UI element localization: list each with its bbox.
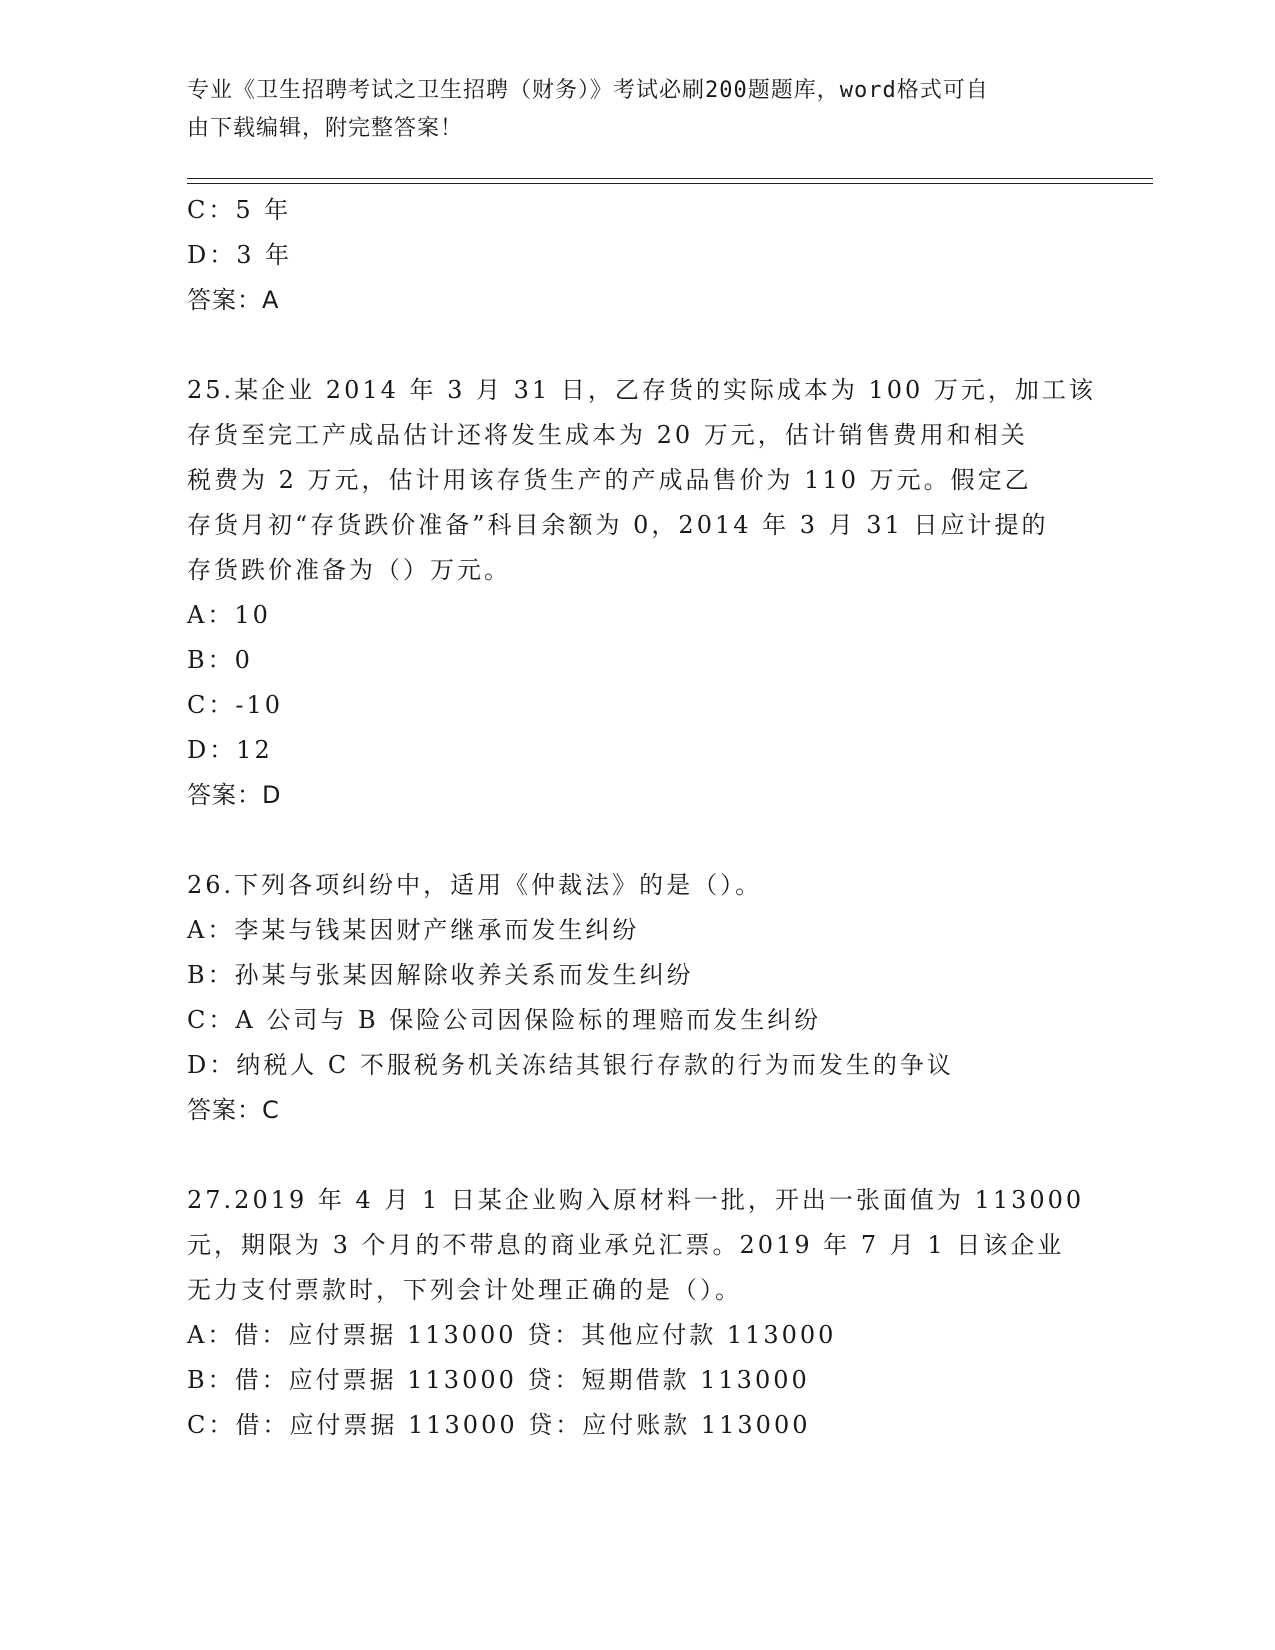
answer-line: 答案：C xyxy=(187,1096,280,1124)
option-d: D：3 年 xyxy=(187,241,293,269)
option-c: C：5 年 xyxy=(187,196,292,224)
question-27 xyxy=(187,1178,1087,1448)
option-d: D：纳税人 C 不服税务机关冻结其银行存款的行为而发生的争议 xyxy=(187,1051,954,1079)
question-text-line: 无力支付票款时，下列会计处理正确的是（）。 xyxy=(187,1276,742,1304)
question-text-line: 27.2019 年 4 月 1 日某企业购入原材料一批，开出一张面值为 113000 xyxy=(187,1186,1085,1214)
option-c: C：A 公司与 B 保险公司因保险标的理赔而发生纠纷 xyxy=(187,1006,822,1034)
question-text-line: 税费为 2 万元，估计用该存货生产的产成品售价为 110 万元。假定乙 xyxy=(187,466,1032,494)
document-body xyxy=(187,188,1096,1448)
spacer xyxy=(187,818,1087,863)
option-b: B：孙某与张某因解除收养关系而发生纠纷 xyxy=(187,961,694,989)
answer-line: 答案：A xyxy=(187,286,280,314)
question-text-line: 存货至完工产成品估计还将发生成本为 20 万元，估计销售费用和相关 xyxy=(187,421,1028,449)
option-d: D：12 xyxy=(187,736,273,764)
document-header xyxy=(187,72,1067,148)
option-b: B：借：应付票据 113000 贷：短期借款 113000 xyxy=(187,1366,810,1394)
option-c: C：-10 xyxy=(187,691,284,719)
header-divider-bottom xyxy=(187,183,1153,184)
question-26 xyxy=(187,863,1087,1133)
answer-line: 答案：D xyxy=(187,781,282,809)
header-line-2: 由下载编辑，附完整答案！ xyxy=(187,116,464,141)
option-b: B：0 xyxy=(187,646,253,674)
option-a: A：李某与钱某因财产继承而发生纠纷 xyxy=(187,916,640,944)
spacer xyxy=(187,1133,1087,1178)
previous-question-tail xyxy=(187,188,1087,323)
option-c: C：借：应付票据 113000 贷：应付账款 113000 xyxy=(187,1411,811,1439)
header-line-1: 专业《卫生招聘考试之卫生招聘（财务）》考试必刷200题题库，word格式可自 xyxy=(187,78,989,103)
question-text-line: 26.下列各项纠纷中，适用《仲裁法》的是（）。 xyxy=(187,871,763,899)
question-text-line: 存货月初“存货跌价准备”科目余额为 0，2014 年 3 月 31 日应计提的 xyxy=(187,511,1049,539)
header-divider-top xyxy=(187,178,1153,179)
question-text-line: 存货跌价准备为（）万元。 xyxy=(187,556,511,584)
question-text-line: 元，期限为 3 个月的不带息的商业承兑汇票。2019 年 7 月 1 日该企业 xyxy=(187,1231,1065,1259)
option-a: A：借：应付票据 113000 贷：其他应付款 113000 xyxy=(187,1321,837,1349)
question-25 xyxy=(187,368,1096,818)
question-text-line: 25.某企业 2014 年 3 月 31 日，乙存货的实际成本为 100 万元，加工该 xyxy=(187,376,1096,404)
option-a: A：10 xyxy=(187,601,271,629)
spacer xyxy=(187,323,1087,368)
